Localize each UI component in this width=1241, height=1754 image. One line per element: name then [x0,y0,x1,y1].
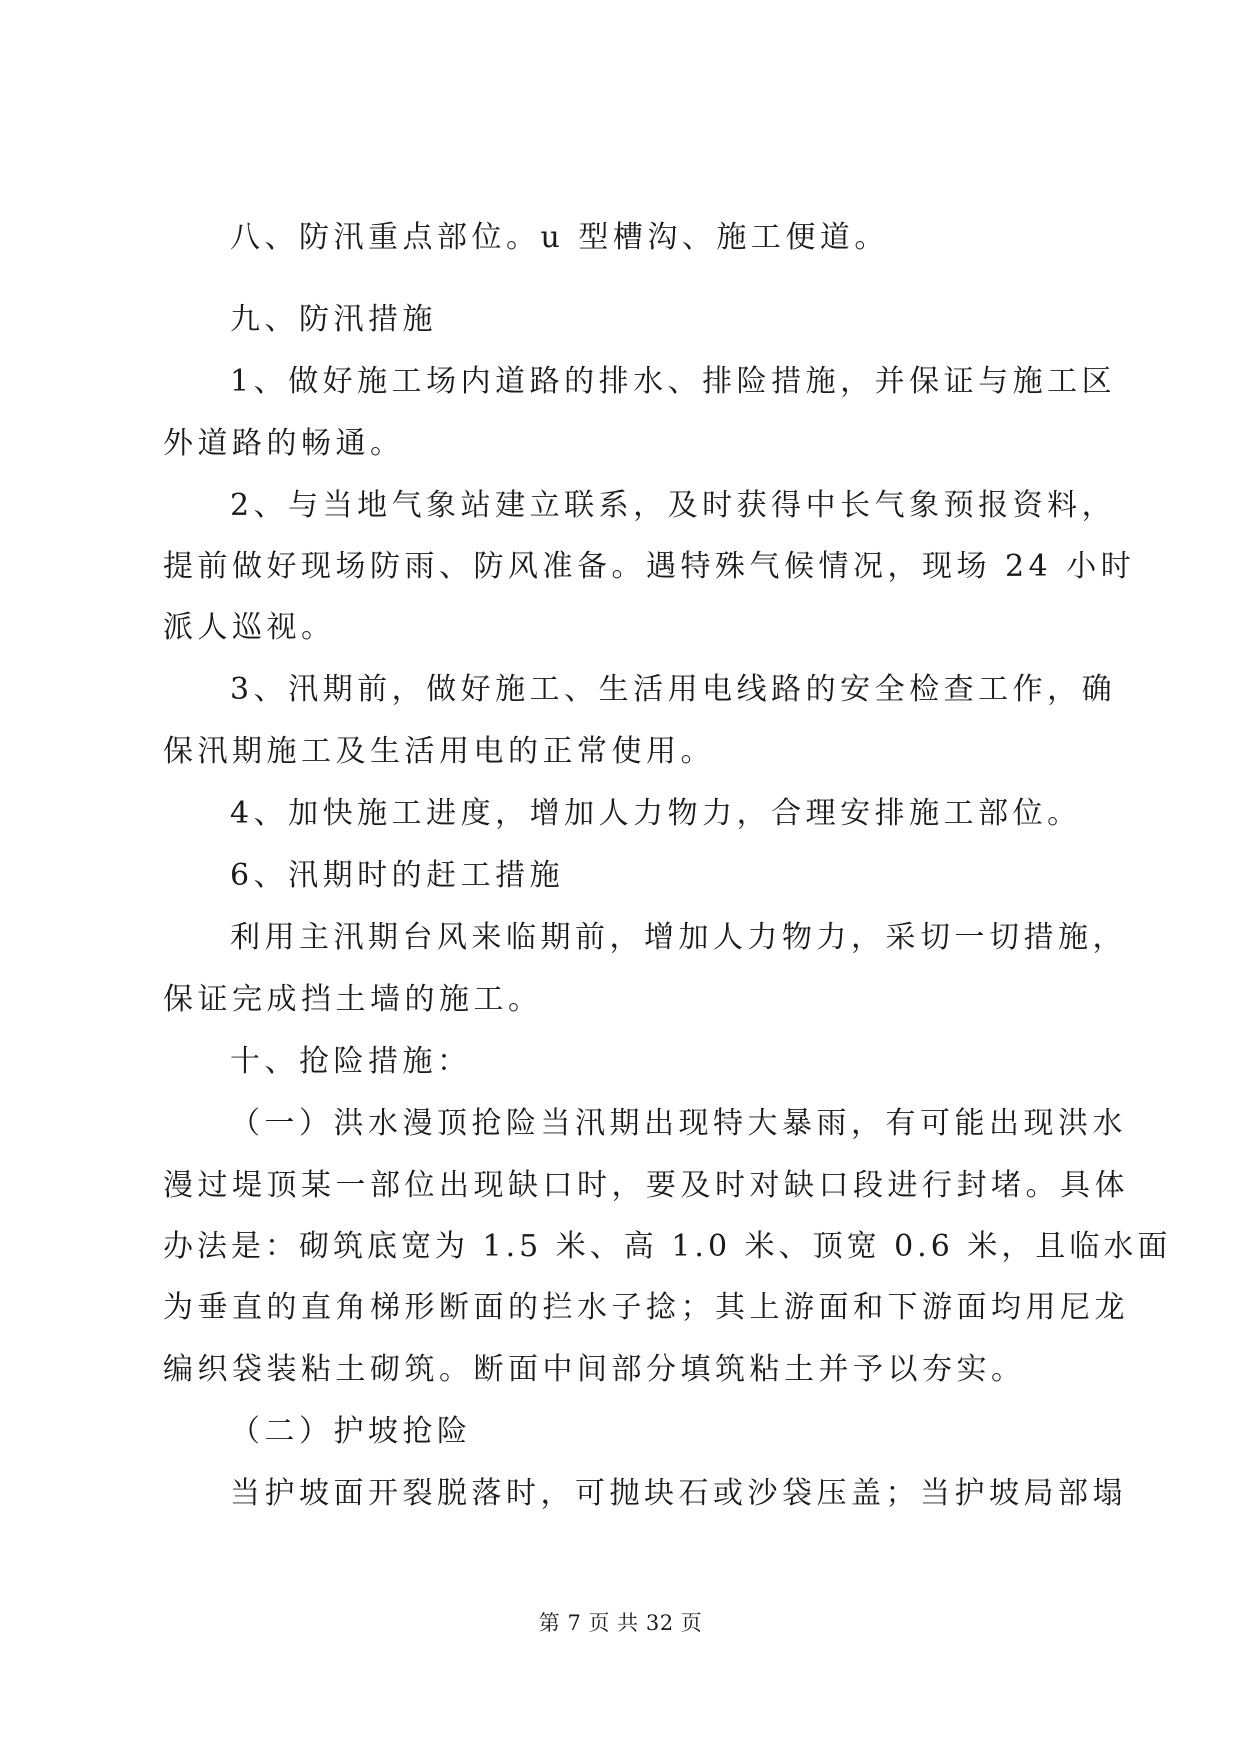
text-line: 为垂直的直角梯形断面的拦水子捻；其上游面和下游面均用尼龙 [163,1290,1129,1325]
text-line: 十、抢险措施： [230,1044,472,1079]
text-line: （二）护坡抢险 [230,1414,472,1449]
text-line: 2、与当地气象站建立联系，及时获得中长气象预报资料， [230,488,1117,523]
text-line: 4、加快施工进度，增加人力物力，合理安排施工部位。 [230,796,1082,831]
text-line: 办法是：砌筑底宽为 1.5 米、高 1.0 米、顶宽 0.6 米，且临水面 [163,1229,1172,1264]
text-line: 漫过堤顶某一部位出现缺口时，要及时对缺口段进行封堵。具体 [163,1168,1129,1203]
text-line: 派人巡视。 [163,610,336,645]
text-line: 6、汛期时的赶工措施 [230,858,565,893]
text-line: 编织袋装粘土砌筑。断面中间部分填筑粘土并予以夯实。 [163,1352,1026,1387]
text-line: 提前做好现场防雨、防风准备。遇特殊气候情况，现场 24 小时 [163,549,1136,584]
text-line: 保证完成挡土墙的施工。 [163,982,543,1017]
text-line: 九、防汛措施 [230,302,437,337]
text-line: 1、做好施工场内道路的排水、排险措施，并保证与施工区 [230,364,1117,399]
text-line: 利用主汛期台风来临期前，增加人力物力，采切一切措施， [230,920,1127,955]
text-line: 3、汛期前，做好施工、生活用电线路的安全检查工作，确 [230,672,1117,707]
text-line: 保汛期施工及生活用电的正常使用。 [163,734,715,769]
text-line: （一）洪水漫顶抢险当汛期出现特大暴雨，有可能出现洪水 [230,1106,1127,1141]
text-line: 当护坡面开裂脱落时，可抛块石或沙袋压盖；当护坡局部塌 [230,1476,1127,1511]
text-line: 外道路的畅通。 [163,426,405,461]
text-line: 八、防汛重点部位。u 型槽沟、施工便道。 [230,220,889,255]
page-number-footer: 第 7 页 共 32 页 [538,1611,703,1635]
